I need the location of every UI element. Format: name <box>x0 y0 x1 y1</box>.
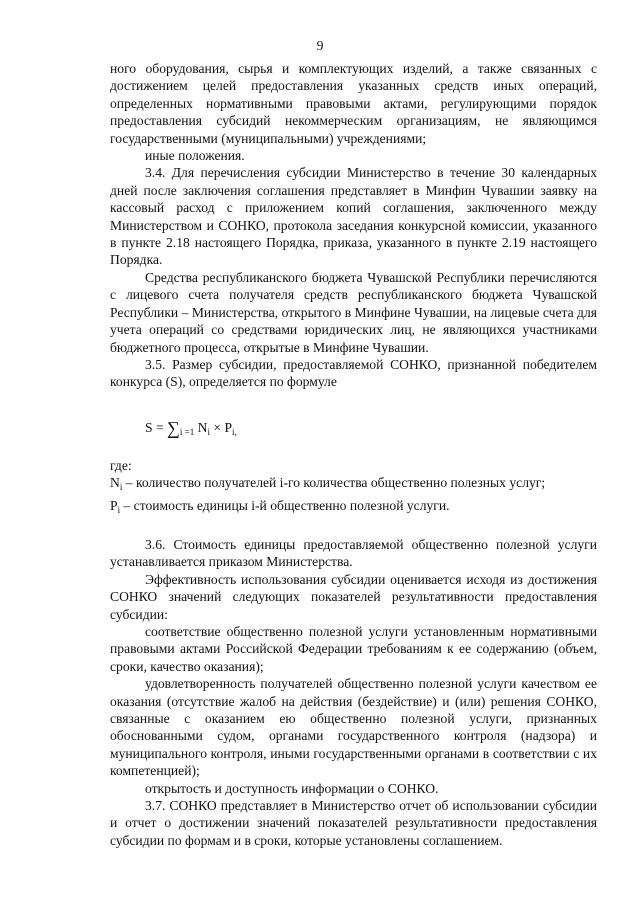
paragraph: 3.6. Стоимость единицы предоставляемой общественно полезной услуги устанавливается приказом Министерства. <box>110 536 597 570</box>
document-body <box>110 60 597 849</box>
formula-times: × <box>213 419 222 435</box>
formula-sum-symbol: ∑ <box>167 417 180 438</box>
bottom-paragraphs <box>110 536 597 849</box>
definition-n-text: – количество получателей i-го количества общественно полезных услуг; <box>122 475 546 491</box>
definition-p-index: i <box>117 504 121 515</box>
paragraph: Средства республиканского бюджета Чувашской Республики перечисляются с лицевого счета получателя средств республиканского бюджета Чувашской Республики – Министерства, открытого в Минфине Чувашии, на лицевые счета для учета операций со средствами юридических лиц, не являющихся участниками бюджетного процесса, открытые в Минфине Чувашии. <box>110 269 597 355</box>
formula-n-index: i <box>207 426 210 437</box>
page-number: 9 <box>316 38 324 53</box>
paragraph: ного оборудования, сырья и комплектующих изделий, а также связанных с достижением целей предоставления указанных средств иных операций, определенных нормативными правовыми актами, регулирующими порядок предоставления субсидий некоммерческим организациям, не являющимся государственными (муниципальными) учреждениями; <box>110 61 597 146</box>
paragraph: иные положения. <box>145 148 245 164</box>
definitions-where: где: <box>110 457 132 473</box>
definition-n-var: N <box>110 475 120 491</box>
definition-n <box>110 474 597 496</box>
subsidy-formula <box>110 417 597 439</box>
paragraph: 3.4. Для перечисления субсидии Министерство в течение 30 календарных дней после заключения соглашения представляет в Минфин Чувашии заявку на кассовый расход с приложением копий соглашения, заключенного между Министерством и СОНКО, протокола заседания конкурсной комиссии, указанного в пункте 2.18 настоящего Порядка, приказа, указанного в пункте 2.19 настоящего Порядка. <box>110 165 597 268</box>
formula-p-var: P <box>224 419 233 435</box>
paragraph: открытость и доступность информации о СОНКО. <box>145 780 439 796</box>
formula-p-index: i <box>232 426 235 437</box>
top-paragraphs <box>110 60 597 391</box>
formula-n-var: N <box>197 419 208 435</box>
formula-sum-index: i =1 <box>179 426 195 437</box>
definition-n-index: i <box>119 482 123 493</box>
paragraph: 3.7. СОНКО представляет в Министерство отчет об использовании субсидии и отчет о достижении значений показателей результативности предоставления субсидии по формам и в сроки, которые установлены соглашением. <box>110 798 597 848</box>
paragraph: 3.5. Размер субсидии, предоставляемой СОНКО, признанной победителем конкурса (S), определяется по формуле <box>110 356 597 390</box>
paragraph: Эффективность использования субсидии оценивается исходя из достижения СОНКО значений следующих показателей результативности предоставления субсидии: <box>110 571 597 622</box>
paragraph: соответствие общественно полезной услуги установленным нормативными правовыми актами Российской Федерации требованиям к ее содержанию (объем, сроки, качество оказания); <box>110 623 597 674</box>
formula-trailing: , <box>234 426 237 437</box>
definition-p <box>110 497 597 519</box>
definition-p-text: – стоимость единицы i-й общественно полезной услуги. <box>120 497 450 513</box>
formula-lhs: S = <box>145 419 164 435</box>
definition-p-var: P <box>110 497 118 513</box>
paragraph: удовлетворенность получателей общественно полезной услуги качеством ее оказания (отсутствие жалоб на действия (бездействие) и (или) решения СОНКО, связанные с оказанием ею общественно полезной услуги, признанных обоснованными судом, органами государственного контроля (надзора) и муниципального контроля, иными государственными органами в соответствии с их компетенцией); <box>110 676 597 779</box>
